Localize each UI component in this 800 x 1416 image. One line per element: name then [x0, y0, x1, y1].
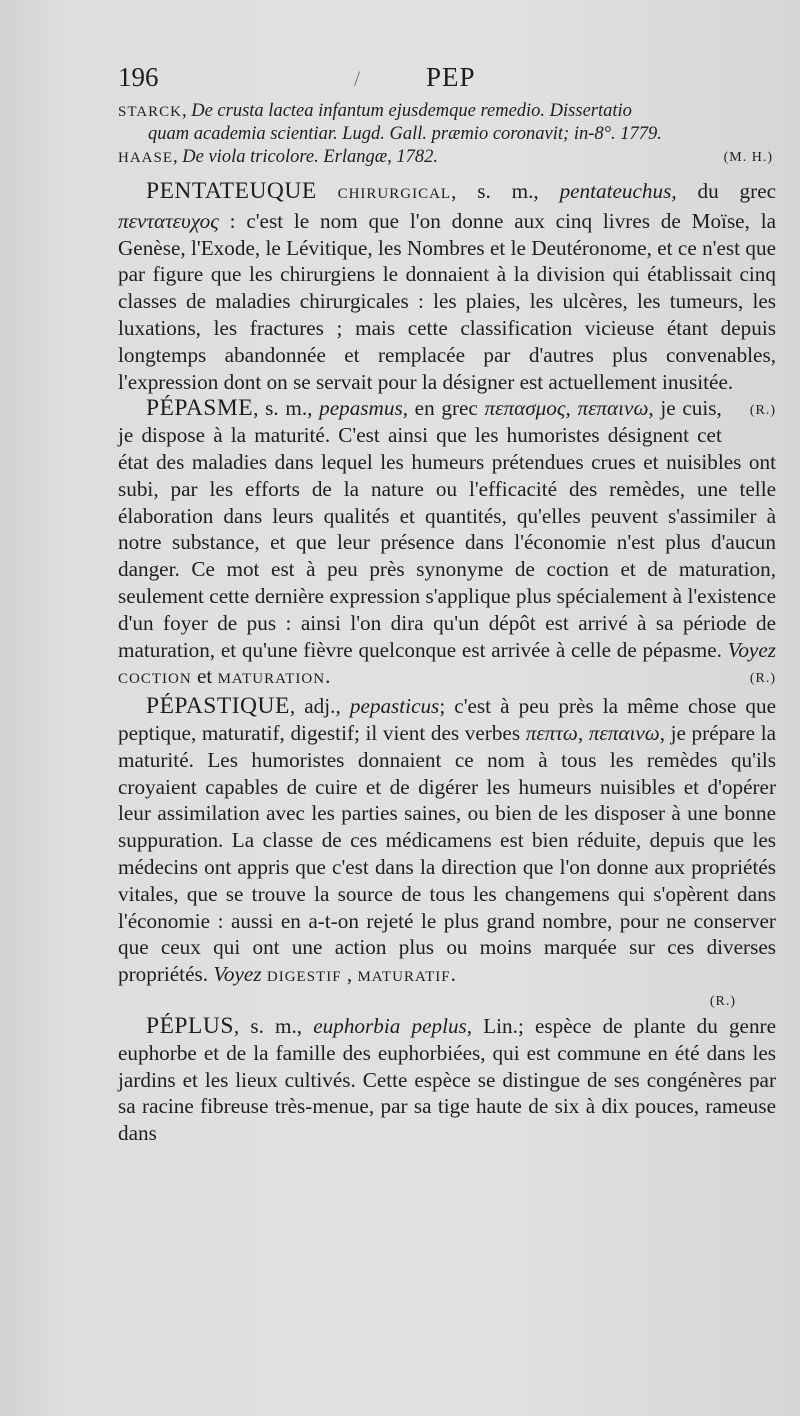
- entry-body-continued: , je prépare la maturité. Les humoristes donnaient ce nom à tous les remèdes qu'ils croyaient capables de cuire et de digérer les humeurs nuisibles et d'opérer leur assimilation avec les parties saines, ou bien de les disposer à une bonne suppuration. La classe de ces médicamens est bien réduite, depuis que les médecins ont appris que c'est dans la direction que l'on donne aux propriétés vitales, que se trouve la source de tous les changemens qui s'opèrent dans l'économie : aussi en a-t-on rejeté le plus grand nombre, pour ne conserver que ceux qui ont une action plus ou moins marquée sur ces diverses propriétés.: [118, 720, 776, 987]
- greek-term: πεπτω, πεπαινω: [525, 720, 660, 745]
- latin-term: pentateuchus: [559, 179, 672, 203]
- dictionary-entries: [118, 178, 776, 1147]
- author-signature: (R.): [749, 671, 776, 687]
- cross-reference: MATURATION: [217, 671, 326, 688]
- voyez-label: Voyez: [727, 637, 776, 662]
- running-head: PEP: [426, 62, 476, 92]
- cross-reference: COCTION: [118, 671, 192, 688]
- greek-term: πεντατευχος: [118, 208, 219, 233]
- bibliography-entry-haase: [118, 146, 773, 170]
- entry-body: ; c'est à peu près la même chose que peptique, maturatif, digestif; il vient des verbes: [118, 694, 776, 745]
- greek-term: πεπασμος, πεπαινω: [484, 396, 649, 421]
- etymology-intro: , en grec: [402, 396, 485, 421]
- grammar: , s. m.,: [233, 1013, 314, 1038]
- page-number: 196: [118, 62, 159, 92]
- headword: PENTATEUQUE: [146, 178, 317, 204]
- cross-reference: MATURATIF: [357, 969, 451, 986]
- grammar: , adj.,: [289, 694, 350, 719]
- latin-term: pepasticus: [349, 694, 440, 719]
- bib-title: , De viola tricolore. Erlangæ, 1782.: [173, 147, 438, 167]
- author-signature: (M. H.): [723, 150, 773, 165]
- bib-title: , De crusta lactea infantum ejusdemque remedio. Dissertatio: [181, 101, 632, 121]
- etymology-intro: , du grec: [671, 179, 776, 203]
- headword: PÉPLUS: [146, 1012, 234, 1039]
- latin-term: pepasmus: [319, 396, 403, 421]
- entry-body: , je cuis, je dispose à la maturité. C'est ainsi que les humoristes désignent cet état des maladies dans lequel les humeurs prétendues crues et nuisibles ont subi, par les efforts de la nature ou l'efficacité des remèdes, une telle élaboration dans leurs qualités et quantités, qu'elles peuvent s'assimiler à notre substance, et que leur présence dans l'économie n'est plus d'aucun danger. Ce mot est à peu près synonyme de coction et de maturation, seulement cette dernière expression s'applique plus spécialement à l'existence d'un foyer de pus : ainsi l'on dira qu'un dépôt est arrivé à sa période de maturation, et qu'une fièvre quelconque est arrivée à celle de pépasme.: [118, 396, 776, 662]
- page-header: [118, 62, 768, 98]
- author-signature: (R.): [749, 403, 776, 419]
- grammar: , s. m.,: [451, 179, 560, 203]
- latin-term: euphorbia peplus: [313, 1013, 467, 1038]
- bibliography-entry-starck: [118, 100, 773, 124]
- voyez-label: Voyez: [213, 962, 262, 987]
- bib-author: STARCK: [118, 104, 182, 120]
- cross-reference-joiner: et: [191, 664, 218, 689]
- grammar: , s. m.,: [253, 396, 320, 421]
- bibliography-entry-starck-continued: quam academia scientiar. Lugd. Gall. præmio coronavit; in-8°. 1779.: [148, 124, 662, 144]
- cross-reference-separator: ,: [341, 962, 358, 987]
- entry-pepastique: PÉPASTIQUE, adj., pepasticus; c'est à peu près la même chose que peptique, maturatif, digestif; il vient des verbes πεπτω, πεπαινω, je prépare la maturité. Les humoristes donnaient ce nom à tous les remèdes qu'ils croyaient capables de cuire et de digérer les humeurs nuisibles et d'opérer leur assimilation avec les parties saines, ou bien de les disposer à une bonne suppuration. La classe de ces médicamens est bien réduite, depuis que les médecins ont appris que c'est dans la direction que l'on donne aux propriétés vitales, que se trouve la source de tous les changemens qui s'opèrent dans l'économie : aussi en a-t-on rejeté le plus grand nombre, pour ne conserver que ceux qui ont une action plus ou moins marquée sur ces diverses propriétés. Voyez DIGESTIF , MATURATIF.: [118, 693, 776, 987]
- pencil-mark: /: [354, 66, 361, 91]
- cross-reference: DIGESTIF: [266, 969, 342, 986]
- author-signature: (R.): [709, 993, 736, 1009]
- headword-qualifier: CHIRURGICAL: [337, 186, 452, 202]
- entry-body: : c'est le nom que l'on donne aux cinq livres de Moïse, la Genèse, l'Exode, le Lévitique, les Nombres et le Deutéronome, et ce n'est que par figure que les chirurgiens le donnaient à la division qui établissait cinq classes de maladies chirurgicales : les plaies, les ulcères, les tumeurs, les luxations, les fractures ; mais cette classification vicieuse étant depuis longtemps abandonnée et remplacée par d'autres plus convenables, l'expression dont on se servait pour la désigner est actuellement inusitée.: [118, 208, 776, 394]
- entry-body: , Lin.; espèce de plante du genre euphorbe et de la famille des euphorbiées, qui est commune en été dans les jardins et les lieux cultivés. Cette espèce se distingue de ses congénères par sa racine fibreuse très-menue, par sa tige haute de six à dix pouces, rameuse dans: [118, 1013, 776, 1146]
- headword: PÉPASTIQUE: [146, 693, 290, 720]
- entry-pepasme: PÉPASME, s. m., pepasmus, en grec πεπασμος, πεπαινω, je cuis, je dispose à la maturité. C'est ainsi que les humoristes désignent cet état des maladies dans lequel les humeurs prétendues crues et nuisibles ont subi, par les efforts de la nature ou l'efficacité des remèdes, une telle élaboration dans leurs qualités et quantités, qu'elles peuvent s'assimiler à notre substance, et que leur présence dans l'économie n'est plus d'aucun danger. Ce mot est à peu près synonyme de coction et de maturation, seulement cette dernière expression s'applique plus spécialement à l'existence d'un foyer de pus : ainsi l'on dira qu'un dépôt est arrivé à sa période de maturation, et qu'une fièvre quelconque est arrivée à celle de pépasme. Voyez COCTION et MATURATION. (R.): [118, 395, 776, 693]
- entry-peplus: [118, 1013, 776, 1147]
- bib-author: HAASE: [118, 150, 174, 166]
- headword: PÉPASME: [146, 395, 254, 422]
